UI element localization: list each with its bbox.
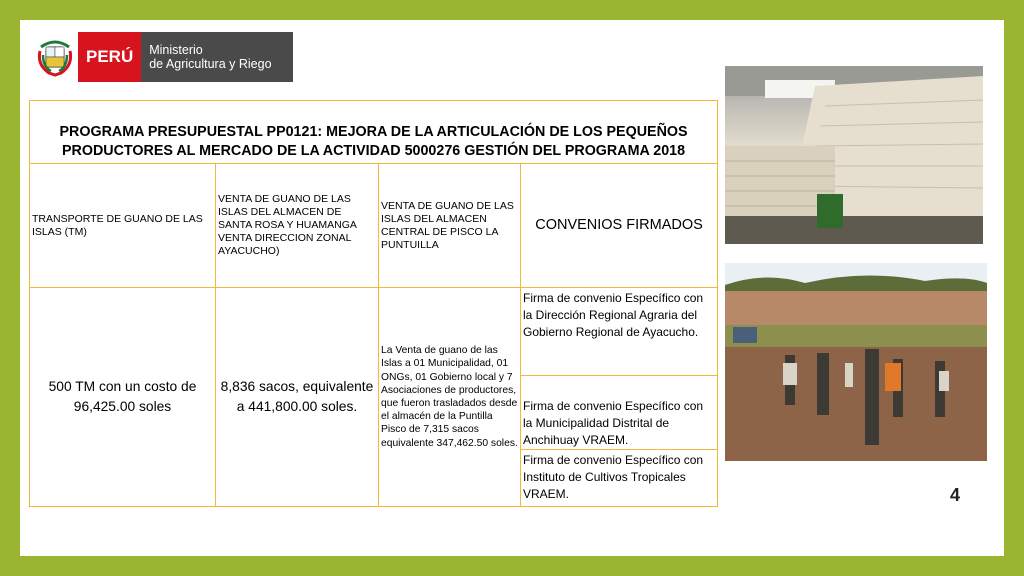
table-title: PROGRAMA PRESUPUESTAL PP0121: MEJORA DE LA ARTICULACIÓN DE LOS PEQUEÑOS PRODUCTORES AL MERCADO DE LA ACTIVIDAD 5000276 GESTIÓN DEL PROGRAMA 2018 [30,101,718,164]
agreement-item: Firma de convenio Específico con la Dirección Regional Agraria del Gobierno Regional de Ayacucho. [521,288,718,376]
page-number: 4 [950,485,961,505]
ministry-line-1: Ministerio [149,43,203,57]
coat-of-arms-icon [36,32,74,82]
peru-label: PERÚ [78,32,141,82]
data-row [30,288,718,376]
agreement-item: Firma de convenio Específico con Instituto de Cultivos Tropicales VRAEM. [521,450,718,507]
pisco-value: La Venta de guano de las Islas a 01 Municipalidad, 01 ONGs, 01 Gobierno local y 7 Asociaciones de productores, que fueron trasladados desde el almacén de la Puntilla Pisco de 7,315 sacos equivalente 347,462.50 soles. [379,288,521,507]
ministry-name [141,32,293,82]
header-row [30,164,718,288]
huamanga-value: 8,836 sacos, equivalente a 441,800.00 soles. [216,288,379,507]
ministry-line-2: de Agricultura y Riego [149,57,272,71]
header-huamanga-sale: VENTA DE GUANO DE LAS ISLAS DEL ALMACEN DE SANTA ROSA Y HUAMANGA VENTA DIRECCION ZONAL AYACUCHO) [216,164,379,288]
ministry-logo [36,32,293,82]
title-row [30,101,718,164]
warehouse-photo [725,66,983,244]
agreement-item: Firma de convenio Específico con la Municipalidad Distrital de Anchihuay VRAEM. [521,376,718,450]
header-transport: TRANSPORTE DE GUANO DE LAS ISLAS (TM) [30,164,216,288]
field-photo [725,263,987,461]
header-pisco-sale: VENTA DE GUANO DE LAS ISLAS DEL ALMACEN CENTRAL DE PISCO LA PUNTUILLA [379,164,521,288]
program-table [29,100,718,507]
transport-value: 500 TM con un costo de 96,425.00 soles [30,288,216,507]
header-agreements: CONVENIOS FIRMADOS [521,164,718,288]
